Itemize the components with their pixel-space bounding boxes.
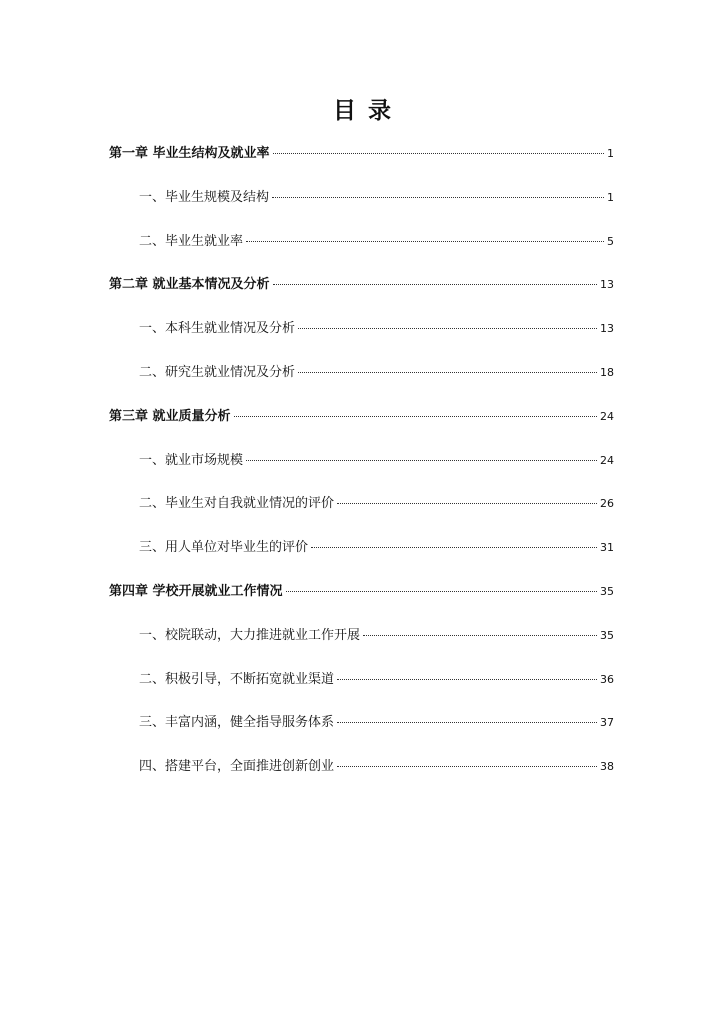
toc-section-entry[interactable] <box>109 492 614 536</box>
toc-entry-label: 第四章 学校开展就业工作情况 <box>109 583 283 599</box>
toc-page-number: 24 <box>600 453 614 467</box>
toc-page-number: 1 <box>607 190 614 204</box>
toc-page-number: 26 <box>600 497 614 511</box>
toc-section-entry[interactable] <box>109 317 614 361</box>
toc-dot-leader <box>273 284 597 285</box>
toc-page-number: 38 <box>600 760 614 774</box>
toc-entry-label: 一、本科生就业情况及分析 <box>139 321 296 337</box>
toc-page-number: 31 <box>600 541 614 555</box>
toc-dot-leader <box>286 591 597 592</box>
toc-section-entry[interactable] <box>109 711 614 755</box>
toc-page-number: 37 <box>600 716 614 730</box>
toc-list <box>109 142 614 799</box>
toc-chapter-entry[interactable] <box>109 580 614 624</box>
toc-entry-label: 二、积极引导，不断拓宽就业渠道 <box>139 671 335 687</box>
toc-entry-label: 第二章 就业基本情况及分析 <box>109 277 270 293</box>
toc-dot-leader <box>246 241 604 242</box>
toc-title: 目录 <box>333 98 403 124</box>
toc-entry-label: 一、毕业生规模及结构 <box>139 189 270 205</box>
toc-dot-leader <box>272 197 604 198</box>
toc-entry-label: 第三章 就业质量分析 <box>109 408 231 424</box>
toc-entry-label: 一、校院联动，大力推进就业工作开展 <box>139 627 361 643</box>
toc-dot-leader <box>234 416 597 417</box>
toc-entry-label: 一、就业市场规模 <box>139 452 244 468</box>
toc-section-entry[interactable] <box>109 449 614 493</box>
toc-page-number: 5 <box>607 234 614 248</box>
toc-page-number: 1 <box>607 147 614 160</box>
toc-section-entry[interactable] <box>109 624 614 668</box>
toc-entry-label: 第一章 毕业生结构及就业率 <box>109 146 270 161</box>
toc-entry-label: 二、研究生就业情况及分析 <box>139 364 296 380</box>
toc-page-number: 24 <box>600 409 614 423</box>
toc-section-entry[interactable] <box>109 361 614 405</box>
toc-dot-leader <box>337 679 597 680</box>
toc-page-number: 36 <box>600 672 614 686</box>
toc-dot-leader <box>298 372 597 373</box>
toc-entry-label: 三、丰富内涵，健全指导服务体系 <box>139 715 335 731</box>
toc-section-entry[interactable] <box>109 536 614 580</box>
toc-chapter-entry[interactable] <box>109 142 614 186</box>
toc-dot-leader <box>298 328 597 329</box>
toc-page-number: 18 <box>600 365 614 379</box>
toc-chapter-entry[interactable] <box>109 273 614 317</box>
toc-dot-leader <box>273 153 604 154</box>
toc-entry-label: 三、用人单位对毕业生的评价 <box>139 540 309 556</box>
toc-section-entry[interactable] <box>109 230 614 274</box>
toc-page-number: 13 <box>600 322 614 336</box>
toc-entry-label: 二、毕业生对自我就业情况的评价 <box>139 496 335 512</box>
toc-dot-leader <box>246 460 597 461</box>
toc-dot-leader <box>337 722 597 723</box>
toc-dot-leader <box>337 503 597 504</box>
toc-section-entry[interactable] <box>109 186 614 230</box>
toc-chapter-entry[interactable] <box>109 405 614 449</box>
toc-entry-label: 四、搭建平台，全面推进创新创业 <box>139 759 335 775</box>
toc-section-entry[interactable] <box>109 668 614 712</box>
toc-page-number: 35 <box>600 584 614 598</box>
toc-dot-leader <box>337 766 597 767</box>
toc-page-number: 35 <box>600 628 614 642</box>
toc-entry-label: 二、毕业生就业率 <box>139 233 244 249</box>
toc-page-number: 13 <box>600 278 614 292</box>
toc-dot-leader <box>363 635 597 636</box>
toc-section-entry[interactable] <box>109 755 614 799</box>
toc-dot-leader <box>311 547 597 548</box>
